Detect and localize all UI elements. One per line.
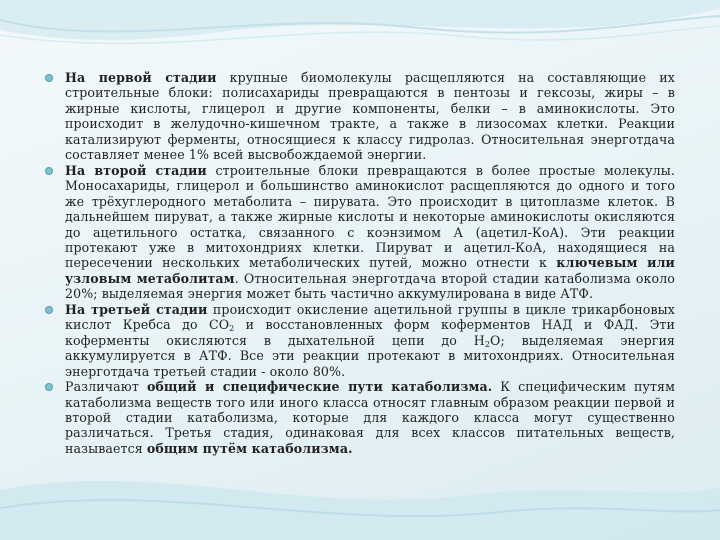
stage-two-heading: На второй стадии <box>65 162 207 178</box>
stage-three-text-end: О; выделяемая энергия аккумулируется в АТФ. Все эти реакции протекают в митохондриях. Относительная энерготдача третьей стадии - около 80%. <box>65 332 675 379</box>
stage-three-text: происходит окисление ацетильной группы в цикле трикарбоновых кислот Кребса до СО <box>65 301 676 333</box>
bullet-catabolism-paths <box>45 379 675 456</box>
stage-two-text-end: . Относительная энерготдача второй стадии катаболизма около 20%; выделяемая энергия может быть частично аккумулирована в виде АТФ. <box>65 270 675 302</box>
h2o-subscript: 2 <box>484 339 491 349</box>
bullet-dot-icon <box>45 74 53 82</box>
bullet-dot-icon <box>45 167 53 175</box>
paths-term: общий и специфические пути катаболизма. <box>146 379 493 395</box>
stage-one-heading: На первой стадии <box>65 70 217 85</box>
bullet-list <box>45 70 675 456</box>
stage-three-text-mid: и восстановленных форм коферментов НАД и ФАД. Эти коферменты окисляются в дыхательной цепи до Н <box>65 317 675 348</box>
paths-text: Различают <box>65 379 147 395</box>
bullet-stage-two <box>45 163 675 302</box>
slide-content <box>45 70 675 456</box>
bullet-stage-three <box>45 302 675 379</box>
bullet-dot-icon <box>45 383 53 391</box>
bullet-stage-one <box>45 70 675 163</box>
co2-subscript: 2 <box>229 324 235 334</box>
common-path-term: общим путём катаболизма. <box>146 440 353 456</box>
paths-text-mid: К специфическим путям катаболизма веществ того или иного класса относят главным образом реакции первой и второй стадии катаболизма, которые для каждого класса могут существенно различаться. Третья стадия, одинаковая для всех классов питательных веществ, называется <box>65 379 675 456</box>
stage-three-heading: На третьей стадии <box>65 301 208 317</box>
stage-two-text: строительные блоки превращаются в более простые молекулы. Моносахариды, глицерол и большинство аминокислот расщепляются до одного и того же трёхуглеродного метаболита – пирувата. Это происходит в цитоплазме клеток. В дальнейшем пируват, а также жирные кислоты и некоторые аминокислоты окисляются до ацетильного остатка, связанного с коэнзимом А (ацетил-КоА). Эти реакции протекают уже в митохондриях клетки. Пируват и ацетил-КоА, находящиеся на пересечении нескольких метаболических путей, можно отнести к <box>65 162 675 271</box>
key-metabolites-term: ключевым или узловым метаболитам <box>65 255 675 286</box>
bullet-dot-icon <box>45 306 53 314</box>
stage-one-text: крупные биомолекулы расщепляются на составляющие их строительные блоки: полисахариды превращаются в пентозы и гексозы, жиры – в жирные кислоты, глицерол и другие компоненты, белки – в аминокислоты. Это происходит в желудочно-кишечном тракте, а также в лизосомах клетки. Реакции катализируют ферменты, относящиеся к классу гидролаз. Относительная энерготдача составляет менее 1% всей высвобождаемой энергии. <box>65 70 675 163</box>
